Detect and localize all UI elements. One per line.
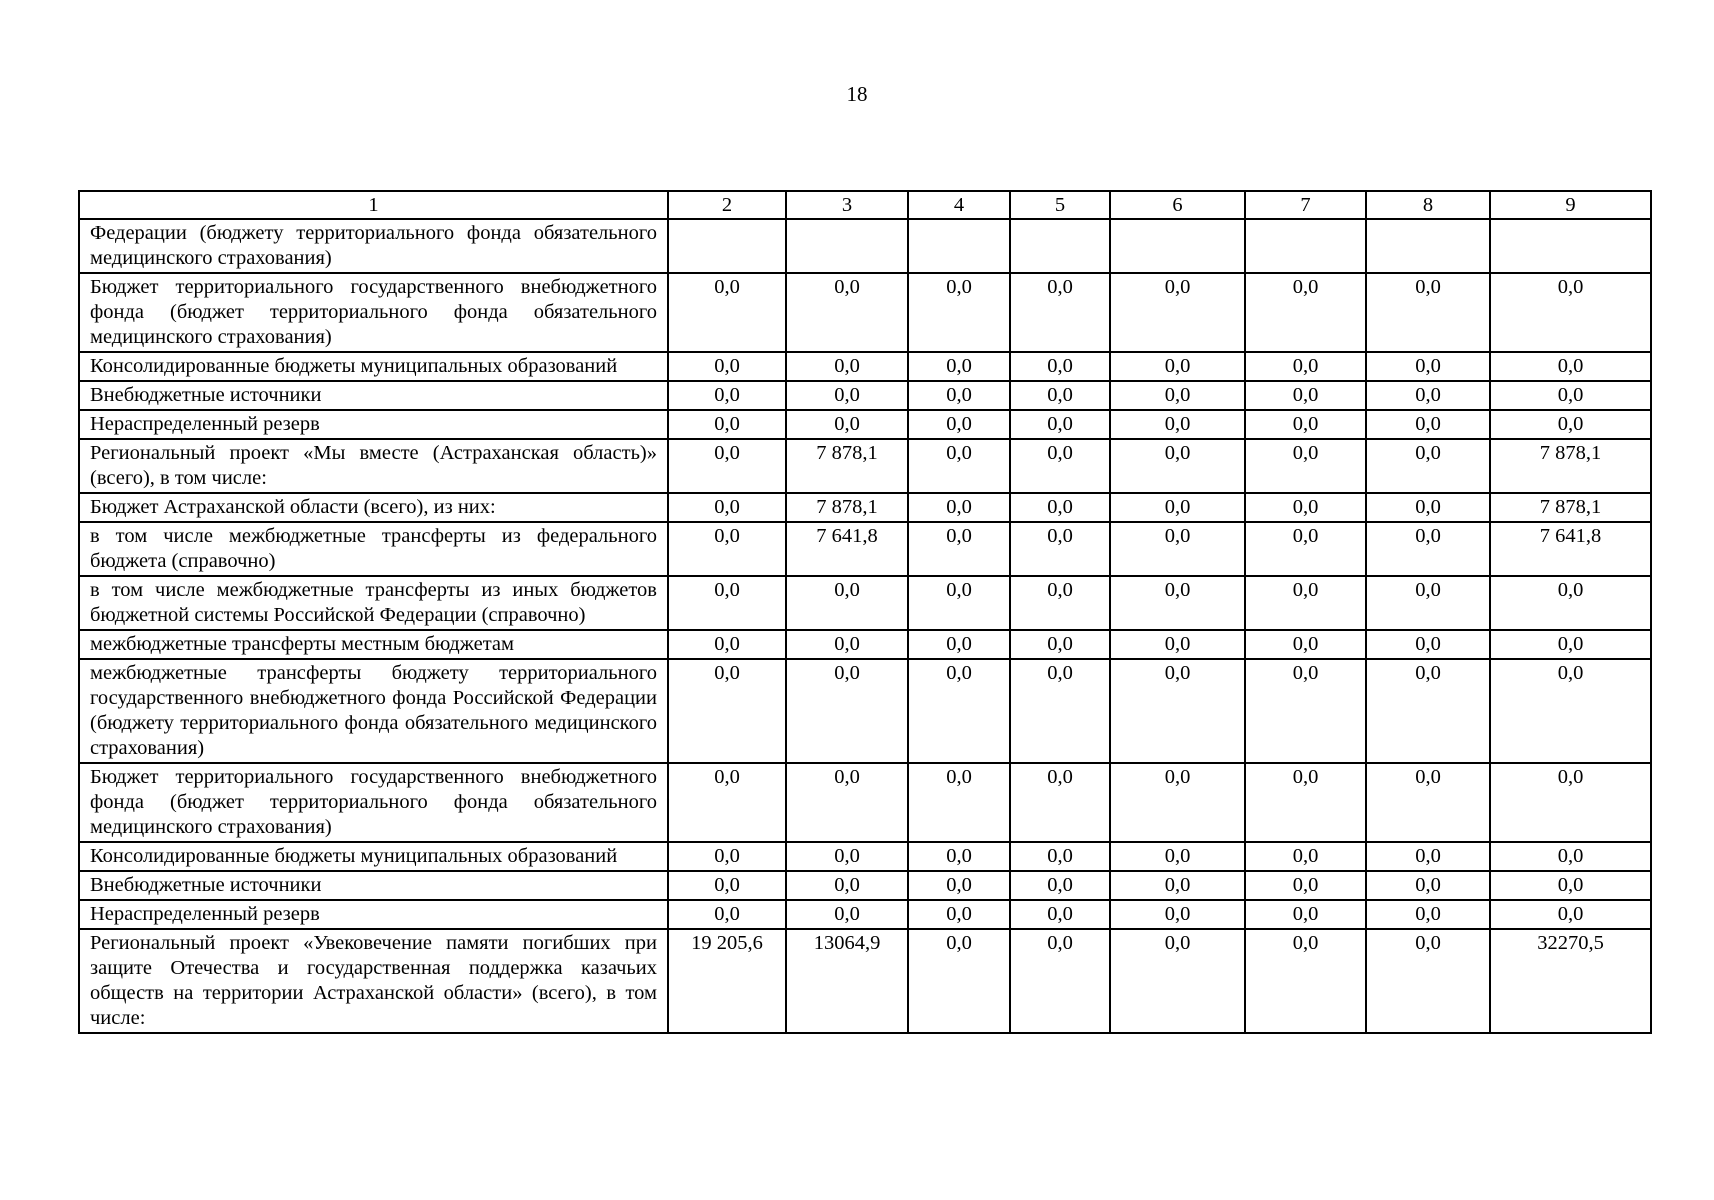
value-cell-col-8: 0,0 (1366, 381, 1490, 410)
value-cell-col-7: 0,0 (1245, 630, 1366, 659)
column-header-7: 7 (1245, 191, 1366, 219)
value-cell-col-4: 0,0 (908, 630, 1010, 659)
value-cell-col-7: 0,0 (1245, 929, 1366, 1033)
value-cell-col-7: 0,0 (1245, 439, 1366, 493)
row-label: в том числе межбюджетные трансферты из федерального бюджета (справочно) (79, 522, 668, 576)
value-cell-col-8: 0,0 (1366, 439, 1490, 493)
column-header-9: 9 (1490, 191, 1651, 219)
row-label: Консолидированные бюджеты муниципальных образований (79, 352, 668, 381)
value-cell-col-7: 0,0 (1245, 410, 1366, 439)
value-cell-col-4: 0,0 (908, 929, 1010, 1033)
value-cell-col-3: 0,0 (786, 630, 908, 659)
row-label: Бюджет территориального государственного внебюджетного фонда (бюджет территориального фонда обязательного медицинского страхования) (79, 273, 668, 352)
value-cell-col-2: 19 205,6 (668, 929, 786, 1033)
value-cell-col-2 (668, 219, 786, 273)
table-row (79, 273, 1651, 352)
table-row (79, 900, 1651, 929)
table-row (79, 219, 1651, 273)
value-cell-col-3: 0,0 (786, 352, 908, 381)
value-cell-col-2: 0,0 (668, 381, 786, 410)
value-cell-col-3 (786, 219, 908, 273)
value-cell-col-9: 7 641,8 (1490, 522, 1651, 576)
value-cell-col-7: 0,0 (1245, 522, 1366, 576)
table-row (79, 352, 1651, 381)
value-cell-col-4: 0,0 (908, 659, 1010, 763)
table-row (79, 410, 1651, 439)
value-cell-col-7: 0,0 (1245, 871, 1366, 900)
value-cell-col-5: 0,0 (1010, 493, 1110, 522)
value-cell-col-9: 0,0 (1490, 410, 1651, 439)
row-label: в том числе межбюджетные трансферты из иных бюджетов бюджетной системы Российской Федерации (справочно) (79, 576, 668, 630)
value-cell-col-4: 0,0 (908, 763, 1010, 842)
value-cell-col-5: 0,0 (1010, 900, 1110, 929)
value-cell-col-8: 0,0 (1366, 493, 1490, 522)
value-cell-col-9: 0,0 (1490, 381, 1651, 410)
column-header-8: 8 (1366, 191, 1490, 219)
value-cell-col-9 (1490, 219, 1651, 273)
value-cell-col-7: 0,0 (1245, 659, 1366, 763)
value-cell-col-5: 0,0 (1010, 842, 1110, 871)
column-header-2: 2 (668, 191, 786, 219)
value-cell-col-2: 0,0 (668, 522, 786, 576)
column-header-3: 3 (786, 191, 908, 219)
value-cell-col-2: 0,0 (668, 410, 786, 439)
table-row (79, 630, 1651, 659)
value-cell-col-6: 0,0 (1110, 439, 1245, 493)
value-cell-col-9: 0,0 (1490, 763, 1651, 842)
value-cell-col-3: 0,0 (786, 842, 908, 871)
table-row (79, 522, 1651, 576)
value-cell-col-9: 7 878,1 (1490, 439, 1651, 493)
value-cell-col-6: 0,0 (1110, 352, 1245, 381)
value-cell-col-2: 0,0 (668, 630, 786, 659)
value-cell-col-2: 0,0 (668, 576, 786, 630)
value-cell-col-5: 0,0 (1010, 929, 1110, 1033)
page-number: 18 (846, 82, 868, 106)
value-cell-col-9: 0,0 (1490, 630, 1651, 659)
column-header-1: 1 (79, 191, 668, 219)
row-label: Региональный проект «Увековечение памяти погибших при защите Отечества и государственная поддержка казачьих обществ на территории Астраханской области» (всего), в том числе: (79, 929, 668, 1033)
value-cell-col-8: 0,0 (1366, 763, 1490, 842)
value-cell-col-3: 0,0 (786, 273, 908, 352)
value-cell-col-3: 7 641,8 (786, 522, 908, 576)
value-cell-col-2: 0,0 (668, 763, 786, 842)
value-cell-col-6: 0,0 (1110, 763, 1245, 842)
value-cell-col-9: 32270,5 (1490, 929, 1651, 1033)
row-label: межбюджетные трансферты бюджету территориального государственного внебюджетного фонда Российской Федерации (бюджету территориального фонда обязательного медицинского страхования) (79, 659, 668, 763)
value-cell-col-4: 0,0 (908, 439, 1010, 493)
value-cell-col-7: 0,0 (1245, 576, 1366, 630)
value-cell-col-8: 0,0 (1366, 929, 1490, 1033)
value-cell-col-7: 0,0 (1245, 900, 1366, 929)
value-cell-col-3: 13064,9 (786, 929, 908, 1033)
value-cell-col-4: 0,0 (908, 410, 1010, 439)
value-cell-col-4: 0,0 (908, 352, 1010, 381)
value-cell-col-4: 0,0 (908, 381, 1010, 410)
value-cell-col-4: 0,0 (908, 900, 1010, 929)
table-row (79, 576, 1651, 630)
value-cell-col-3: 0,0 (786, 871, 908, 900)
value-cell-col-7: 0,0 (1245, 352, 1366, 381)
row-label: Федерации (бюджету территориального фонда обязательного медицинского страхования) (79, 219, 668, 273)
value-cell-col-7 (1245, 219, 1366, 273)
value-cell-col-5: 0,0 (1010, 273, 1110, 352)
value-cell-col-8: 0,0 (1366, 410, 1490, 439)
value-cell-col-3: 0,0 (786, 659, 908, 763)
value-cell-col-6: 0,0 (1110, 273, 1245, 352)
row-label: Бюджет территориального государственного внебюджетного фонда (бюджет территориального фонда обязательного медицинского страхования) (79, 763, 668, 842)
value-cell-col-2: 0,0 (668, 871, 786, 900)
value-cell-col-5: 0,0 (1010, 439, 1110, 493)
value-cell-col-2: 0,0 (668, 659, 786, 763)
value-cell-col-9: 0,0 (1490, 659, 1651, 763)
value-cell-col-3: 0,0 (786, 576, 908, 630)
table-body (79, 219, 1651, 1033)
value-cell-col-6: 0,0 (1110, 576, 1245, 630)
value-cell-col-8: 0,0 (1366, 842, 1490, 871)
value-cell-col-3: 7 878,1 (786, 439, 908, 493)
table-row (79, 493, 1651, 522)
row-label: Консолидированные бюджеты муниципальных образований (79, 842, 668, 871)
value-cell-col-5: 0,0 (1010, 576, 1110, 630)
value-cell-col-4: 0,0 (908, 576, 1010, 630)
row-label: межбюджетные трансферты местным бюджетам (79, 630, 668, 659)
value-cell-col-6: 0,0 (1110, 659, 1245, 763)
value-cell-col-3: 0,0 (786, 763, 908, 842)
column-header-4: 4 (908, 191, 1010, 219)
value-cell-col-5: 0,0 (1010, 630, 1110, 659)
value-cell-col-8: 0,0 (1366, 630, 1490, 659)
table-row (79, 871, 1651, 900)
value-cell-col-4: 0,0 (908, 842, 1010, 871)
value-cell-col-4: 0,0 (908, 493, 1010, 522)
value-cell-col-5: 0,0 (1010, 659, 1110, 763)
value-cell-col-5 (1010, 219, 1110, 273)
value-cell-col-2: 0,0 (668, 900, 786, 929)
row-label: Внебюджетные источники (79, 381, 668, 410)
value-cell-col-6: 0,0 (1110, 493, 1245, 522)
value-cell-col-8: 0,0 (1366, 871, 1490, 900)
table-row (79, 439, 1651, 493)
column-header-5: 5 (1010, 191, 1110, 219)
value-cell-col-8: 0,0 (1366, 900, 1490, 929)
value-cell-col-4 (908, 219, 1010, 273)
value-cell-col-8 (1366, 219, 1490, 273)
value-cell-col-8: 0,0 (1366, 659, 1490, 763)
table-row (79, 659, 1651, 763)
value-cell-col-2: 0,0 (668, 439, 786, 493)
value-cell-col-2: 0,0 (668, 842, 786, 871)
value-cell-col-2: 0,0 (668, 352, 786, 381)
row-label: Нераспределенный резерв (79, 900, 668, 929)
value-cell-col-3: 7 878,1 (786, 493, 908, 522)
value-cell-col-2: 0,0 (668, 273, 786, 352)
value-cell-col-8: 0,0 (1366, 522, 1490, 576)
table-header-row (79, 191, 1651, 219)
value-cell-col-9: 0,0 (1490, 576, 1651, 630)
row-label: Нераспределенный резерв (79, 410, 668, 439)
value-cell-col-6 (1110, 219, 1245, 273)
row-label: Региональный проект «Мы вместе (Астраханская область)» (всего), в том числе: (79, 439, 668, 493)
value-cell-col-5: 0,0 (1010, 352, 1110, 381)
value-cell-col-9: 0,0 (1490, 273, 1651, 352)
column-header-6: 6 (1110, 191, 1245, 219)
table-row (79, 381, 1651, 410)
value-cell-col-6: 0,0 (1110, 410, 1245, 439)
value-cell-col-7: 0,0 (1245, 273, 1366, 352)
value-cell-col-3: 0,0 (786, 900, 908, 929)
value-cell-col-7: 0,0 (1245, 493, 1366, 522)
value-cell-col-4: 0,0 (908, 522, 1010, 576)
value-cell-col-5: 0,0 (1010, 381, 1110, 410)
value-cell-col-8: 0,0 (1366, 273, 1490, 352)
value-cell-col-3: 0,0 (786, 381, 908, 410)
value-cell-col-9: 7 878,1 (1490, 493, 1651, 522)
row-label: Бюджет Астраханской области (всего), из них: (79, 493, 668, 522)
value-cell-col-8: 0,0 (1366, 352, 1490, 381)
value-cell-col-9: 0,0 (1490, 842, 1651, 871)
value-cell-col-9: 0,0 (1490, 352, 1651, 381)
value-cell-col-5: 0,0 (1010, 763, 1110, 842)
value-cell-col-6: 0,0 (1110, 900, 1245, 929)
value-cell-col-9: 0,0 (1490, 871, 1651, 900)
table-row (79, 842, 1651, 871)
value-cell-col-3: 0,0 (786, 410, 908, 439)
value-cell-col-7: 0,0 (1245, 842, 1366, 871)
value-cell-col-9: 0,0 (1490, 900, 1651, 929)
value-cell-col-4: 0,0 (908, 871, 1010, 900)
value-cell-col-2: 0,0 (668, 493, 786, 522)
table-row (79, 929, 1651, 1033)
value-cell-col-6: 0,0 (1110, 871, 1245, 900)
value-cell-col-6: 0,0 (1110, 929, 1245, 1033)
value-cell-col-5: 0,0 (1010, 871, 1110, 900)
table-row (79, 763, 1651, 842)
value-cell-col-6: 0,0 (1110, 842, 1245, 871)
value-cell-col-8: 0,0 (1366, 576, 1490, 630)
value-cell-col-5: 0,0 (1010, 522, 1110, 576)
budget-table (78, 190, 1652, 1034)
value-cell-col-5: 0,0 (1010, 410, 1110, 439)
row-label: Внебюджетные источники (79, 871, 668, 900)
value-cell-col-7: 0,0 (1245, 381, 1366, 410)
value-cell-col-6: 0,0 (1110, 522, 1245, 576)
value-cell-col-6: 0,0 (1110, 630, 1245, 659)
value-cell-col-4: 0,0 (908, 273, 1010, 352)
value-cell-col-6: 0,0 (1110, 381, 1245, 410)
value-cell-col-7: 0,0 (1245, 763, 1366, 842)
